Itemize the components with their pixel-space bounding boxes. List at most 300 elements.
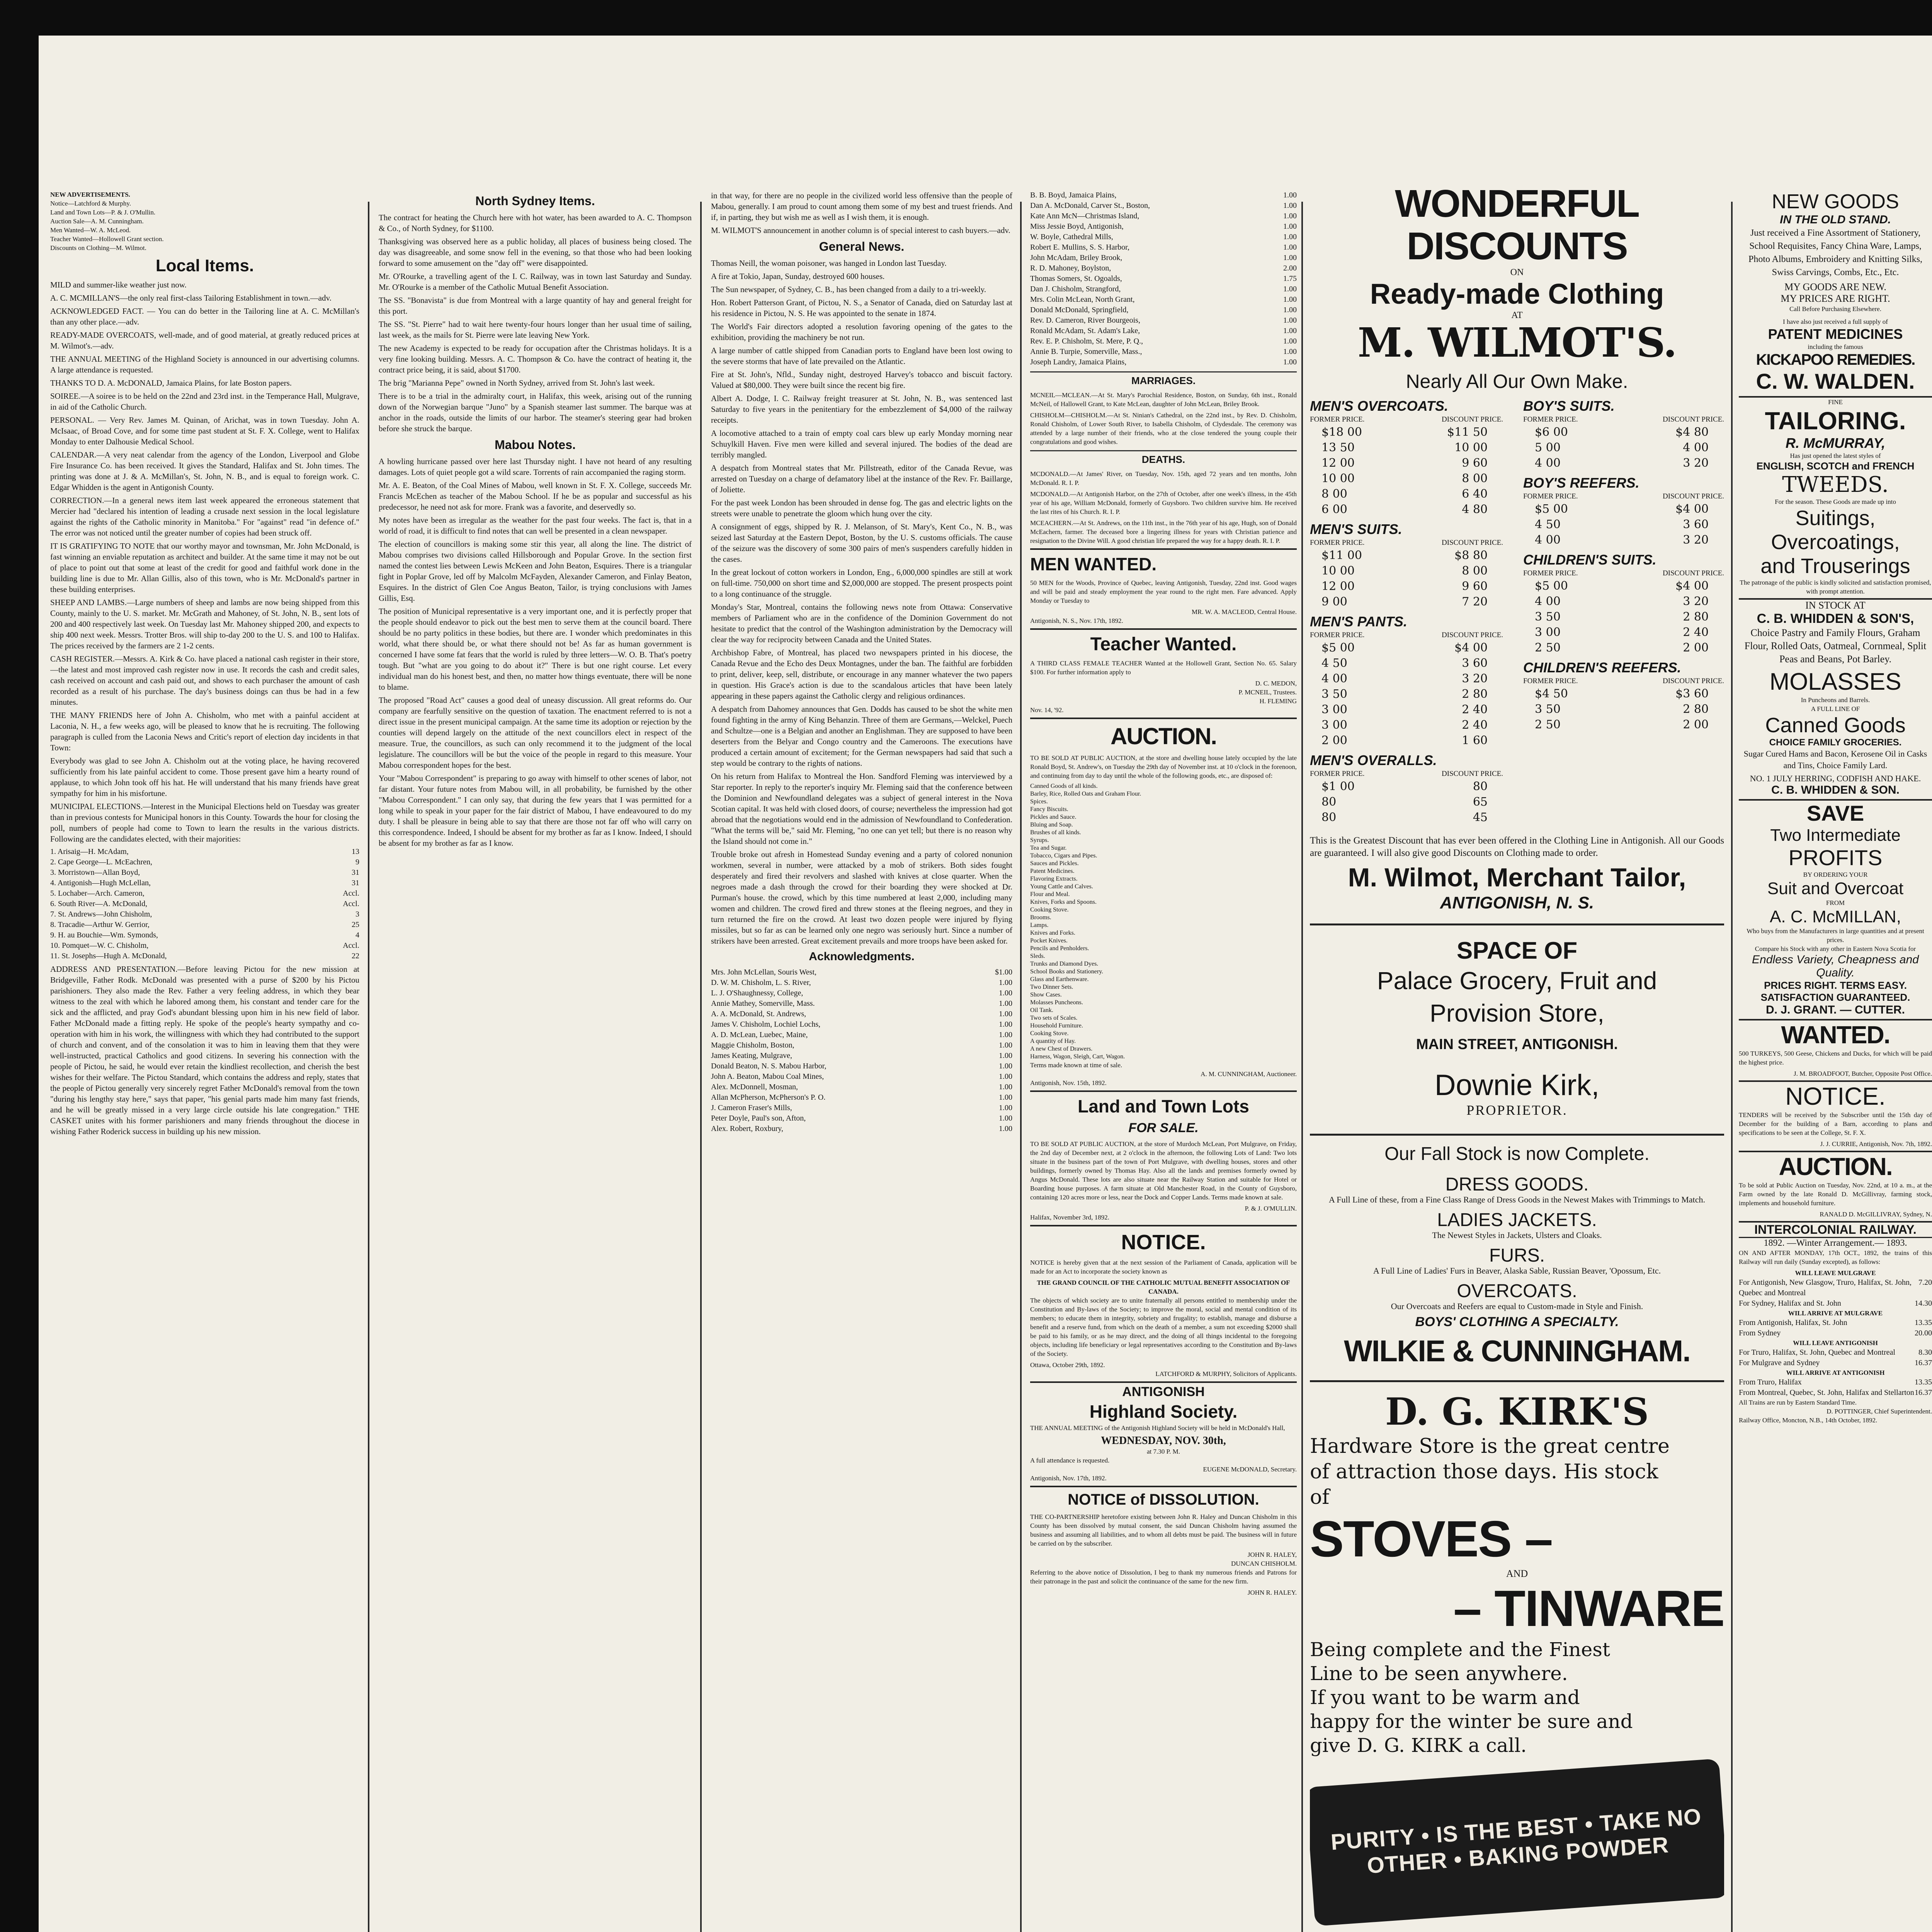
news-item: A despatch from Montreal states that Mr. Pillstreath, editor of the Canada Revue, was arrested on Tuesday on a charge of defamatory libel at the instance of the Rev. Fr. Baillarge, of Joliette.: [711, 463, 1012, 494]
price-row: 4 00 3 20: [1535, 533, 1709, 547]
price-table-header: FORMER PRICE. DISCOUNT PRICE.: [1523, 492, 1724, 500]
two-intermediate: Two Intermediate: [1770, 826, 1901, 845]
palace-grocery-ad: [1310, 923, 1724, 1118]
price-table-title: MEN'S PANTS.: [1310, 614, 1407, 629]
endless: Endless Variety, Cheapness and Quality.: [1752, 953, 1919, 979]
auction-item: A quantity of Hay.: [1030, 1038, 1076, 1044]
result-row: 1. Arisaig—H. McAdam, 13: [50, 847, 359, 856]
news-item: Trouble broke out afresh in Homestead Sunday evening and a party of colored nonunion workmen, several in number, were attacked by a mob of strikers. Both sides fought desperately and fired their revolvers and slashed with knives at close quarter. When the negroes made a dash through the crowd for their boarding they were shocked at Dr. Purman's house. the crowd, which by this time numbered at least 2,000, including many women and children. The crowd fired and threw stones at the fleeing negroes, and they in turn returned the fire on the crowd. At least two dozen people were injured by flying missiles, but so far as can be learned only one negro was seriously hurt. Since a number of strikers have been arrested. Great excitement prevails and more troops have been asked for.: [711, 850, 1012, 946]
fine: FINE: [1828, 398, 1843, 406]
banner-text: PURITY • IS THE BEST • TAKE NO OTHER • BAKING POWDER: [1330, 1804, 1702, 1879]
auction-item: Knives, Forks and Spoons.: [1030, 899, 1097, 905]
price-table: [1523, 398, 1724, 471]
auction-item: Trunks and Diamond Dyes.: [1030, 961, 1099, 967]
mabou-item: A howling hurricane passed over here last Thursday night. I have not heard of any resulting damages. Lots of quiet people got a wild scare. Torrents of rain accompanied the raging storm.: [379, 457, 692, 477]
price-row: 10 00 8 00: [1321, 472, 1488, 485]
jackets-text: The Newest Styles in Jackets, Ulsters and Cloaks.: [1432, 1230, 1602, 1240]
price-table: [1310, 614, 1503, 748]
price-table-header: FORMER PRICE. DISCOUNT PRICE.: [1310, 631, 1503, 639]
auction-item: Pickles and Sauce.: [1030, 814, 1077, 820]
new-goods: NEW GOODS: [1772, 190, 1899, 213]
ack-row: R. D. Mahoney, Boylston, 2.00: [1030, 264, 1297, 272]
teacher-sign: D. C. MEDON,: [1255, 680, 1297, 687]
column-1: [50, 190, 359, 1932]
furs: FURS.: [1489, 1245, 1545, 1266]
price-row: 10 00 8 00: [1321, 564, 1488, 578]
whidden-name: C. B. WHIDDEN & SON'S,: [1757, 611, 1914, 626]
ack-row: Dan J. Chisholm, Strangford, 1.00: [1030, 285, 1297, 293]
auction-item: Canned Goods of all kinds.: [1030, 783, 1098, 789]
dissolution-note: Referring to the above notice of Dissolution, I beg to thank my numerous friends and Patrons for their patronage in the past and solicit the continuance of the same for the new firm.: [1030, 1569, 1297, 1585]
auction-ad: [1030, 718, 1297, 1087]
tweeds: TWEEDS.: [1782, 472, 1889, 497]
price-table: [1310, 398, 1503, 517]
icr-intro: ON AND AFTER MONDAY, 17th OCT., 1892, the trains of this Railway will run daily (Sunday excepted), as follows:: [1739, 1249, 1932, 1265]
wilmot-men-column: [1310, 398, 1503, 829]
price-table-title: CHILDREN'S SUITS.: [1523, 552, 1656, 568]
suitings: Suitings,: [1795, 507, 1876, 530]
price-row: $5 00 $4 00: [1535, 502, 1709, 516]
auction-item: Spices.: [1030, 798, 1048, 805]
highland-society-ad: [1030, 1381, 1297, 1483]
stoves: STOVES –: [1310, 1510, 1553, 1567]
price-row: 3 50 2 80: [1321, 687, 1488, 701]
news-item: Fire at St. John's, Nfld., Sunday night, destroyed Harvey's tobacco and biscuit factory. Valued at $80,000. They were built since the recent big fire.: [711, 370, 1012, 390]
price-row: 2 50 2 00: [1535, 641, 1709, 655]
auction-item: Cooking Stove.: [1030, 906, 1069, 913]
price-table-header: FORMER PRICE. DISCOUNT PRICE.: [1310, 770, 1503, 778]
price-row: $4 50 $3 60: [1535, 687, 1709, 701]
baking-powder-banner: [1310, 1759, 1724, 1926]
auction-item: Barley, Rice, Rolled Oats and Graham Flour.: [1030, 791, 1141, 797]
auction-sign: RANALD D. McGILLIVRAY, Sydney, N.: [1820, 1211, 1932, 1218]
dissolution-body: THE CO-PARTNERSHIP heretofore existing between John R. Haley and Duncan Chisholm in this County has been dissolved by mutual consent, the said Duncan Chisholm having assumed the business and assuming all liabilities, and to whom all debts must be paid. The business will in future be carried on by the subscriber.: [1030, 1513, 1297, 1547]
general-news-title: General News.: [819, 240, 905, 253]
ack-row: Joseph Landry, Jamaica Plains, 1.00: [1030, 358, 1297, 366]
death-item: MCDONALD.—At James' River, on Tuesday, Nov. 15th, aged 72 years and ten months, John McDonald. R. I. P.: [1030, 470, 1297, 486]
ladies-jackets: LADIES JACKETS.: [1437, 1210, 1597, 1230]
wanted-sign: J. M. BROADFOOT, Butcher, Opposite Post Office.: [1793, 1070, 1932, 1077]
news-item: The World's Fair directors adopted a resolution favoring opening of the gates to the exhibition, providing the machinery be not run.: [711, 322, 1012, 342]
men-tables: [1310, 398, 1503, 825]
price-row: 4 00 3 20: [1535, 595, 1709, 608]
price-row: 2 00 1 60: [1321, 734, 1488, 747]
auction-item: Lamps.: [1030, 922, 1049, 929]
goods-new: MY GOODS ARE NEW.: [1784, 281, 1886, 293]
dg-kirk-body: Being complete and the Finest: [1310, 1638, 1611, 1661]
fall-stock-ad: [1310, 1134, 1724, 1369]
ack-row: Annie Mathey, Somerville, Mass. 1.00: [711, 999, 1012, 1008]
auction-item: Tobacco, Cigars and Pipes.: [1030, 852, 1097, 859]
price-table-title: MEN'S OVERCOATS.: [1310, 398, 1448, 414]
including: including the famous: [1808, 343, 1863, 350]
train-row: For Sydney, Halifax and St. John 14.30: [1739, 1299, 1932, 1308]
palace-space: SPACE OF: [1456, 937, 1578, 964]
price-row: $11 00 $8 80: [1321, 549, 1488, 562]
icr-sign: D. POTTINGER, Chief Superintendent.: [1827, 1408, 1932, 1415]
ack-row: B. B. Boyd, Jamaica Plains, 1.00: [1030, 191, 1297, 199]
satisfaction: SATISFACTION GUARANTEED.: [1760, 992, 1910, 1003]
farm-auction-ad: [1739, 1151, 1932, 1219]
north-sydney-item: The contract for heating the Church here with hot water, has been awarded to A. C. Thompson & Co., of North Sydney, for $1100.: [379, 213, 692, 233]
column-rule: [368, 202, 369, 1932]
trouserings: and Trouserings: [1760, 554, 1910, 578]
dg-kirk-line: of attraction those days. His stock: [1310, 1460, 1658, 1483]
local-item: READY-MADE OVERCOATS, well-made, and of good material, at greatly reduced prices at M. Wilmot's.—adv.: [50, 330, 359, 350]
overcoatings: Overcoatings,: [1771, 531, 1900, 554]
land-lots-sign: P. & J. O'MULLIN.: [1245, 1205, 1297, 1212]
column-rule: [1731, 202, 1733, 1932]
local-item: IT IS GRATIFYING TO NOTE that our worthy mayor and townsman, Mr. John McDonald, is fast winning an enviable reputation as architect and builder. At the same time it may not be out of place to point out that some at least of the credit for good and faithful work done in the building line is due to Mr. Allan Gillis, also of this town, who is Mr. McDonald's partner in these building enterprises.: [50, 541, 359, 594]
price-table-title: BOY'S SUITS.: [1523, 398, 1615, 414]
and: AND: [1506, 1568, 1528, 1579]
auction-item: Knives and Forks.: [1030, 930, 1075, 936]
marriage-item: MCNEIL—MCLEAN.—At St. Mary's Parochial Residence, Boston, on Sunday, 6th inst., Ronald McNeil, of Hallowell Grant, to Kate McLean, daughter of John McLean, Briley Brook.: [1030, 391, 1297, 408]
whidden-sign: C. B. WHIDDEN & SON.: [1771, 784, 1900, 796]
palace-street: MAIN STREET, ANTIGONISH.: [1416, 1036, 1618, 1053]
price-row: 4 00 3 20: [1535, 456, 1709, 470]
notice-sign: LATCHFORD & MURPHY, Solicitors of Applicants.: [1155, 1370, 1297, 1378]
notice-objects: The objects of which society are to unite fraternally all persons entitled to membership under the Constitution and By-laws of the Society; to improve the moral, social and mental condition of its members; to educate them in integrity, sobriety and frugality; to establish, manage and disburse a benefit and a reserve fund, from which on the death of a member, a sum not exceeding $2000 shall be paid to his family, or as he may direct, and the doing of all things incidental to the foregoing objects, including life beneficiary or legal representatives according to the Constitution and By-laws of the Society.: [1030, 1297, 1297, 1357]
local-item: CASH REGISTER.—Messrs. A. Kirk & Co. have placed a national cash register in their store,—the latest and most improved cash register now in use. It records the cash and credit sales, cash received on account and cash paid out, and shows to each purchaser the amount of cash recorded as a result of his purchase. The day's business doings can thus be had in a few minutes.: [50, 654, 359, 707]
cutter: D. J. GRANT. — CUTTER.: [1765, 1003, 1905, 1016]
ack-row: James Keating, Mulgrave, 1.00: [711, 1051, 1012, 1060]
price-row: 3 00 2 40: [1321, 703, 1488, 716]
new-ad-item: Auction Sale—A. M. Cunningham.: [50, 218, 144, 225]
price-row: 4 50 3 60: [1535, 518, 1709, 531]
notice-sign: J. J. CURRIE, Antigonish, Nov. 7th, 1892.: [1820, 1140, 1932, 1148]
from: FROM: [1826, 899, 1845, 906]
local-item: SHEEP AND LAMBS.—Large numbers of sheep and lambs are now being shipped from this County, mainly to the U. S. market. Mr. McGrath and Mahoney, of St. John, N. B., sent lots of 200 and 400 respectively last week. On Tuesday last Mr. Mahoney shipped 200, and expects to ship 400 next week. Messrs. Trotter Bros. will ship to-day 200 to the U. S. and 100 to Halifax. The prices received by the farmers are 2 1-2 cents.: [50, 598, 359, 650]
price-table-header: FORMER PRICE. DISCOUNT PRICE.: [1523, 677, 1724, 685]
result-row: 2. Cape George—L. McEachren, 9: [50, 858, 359, 866]
price-table-title: MEN'S SUITS.: [1310, 521, 1402, 537]
ack-row: Kate Ann McN—Christmas Island, 1.00: [1030, 212, 1297, 220]
new-ad-item: Notice—Latchford & Murphy.: [50, 200, 131, 207]
local-item: SOIREE.—A soiree is to be held on the 22nd and 23rd inst. in the Temperance Hall, Mulgrave, in aid of the Catholic Church.: [50, 391, 359, 412]
teacher-wanted-ad: [1030, 628, 1297, 714]
ack-row: D. W. M. Chisholm, L. S. River, 1.00: [711, 978, 1012, 987]
wilmot-price-tables: [1310, 398, 1724, 829]
marriage-item: CHISHOLM—CHISHOLM.—At St. Ninian's Cathedral, on the 22nd inst., by Rev. D. Chisholm, Ronald Chisholm, of Lower South River, to Isabella Chisholm, of Clydesdale. The ceremony was attended by a large number of their friends, who at the close tendered the young couple their congratulations and good wishes.: [1030, 412, 1297, 446]
auction-item: Syrups.: [1030, 837, 1049, 844]
news-item: For the past week London has been shrouded in dense fog. The gas and electric lights on the streets were unable to penetrate the gloom which hung over the city.: [711, 498, 1012, 518]
price-row: 3 00 2 40: [1321, 718, 1488, 732]
sugar-items: Sugar Cured Hams and Bacon, Kerosene Oil in Casks and Tins, Choice Family Lard.: [1743, 749, 1927, 770]
ack-row: Allan McPherson, McPherson's P. O. 1.00: [711, 1093, 1012, 1102]
notice-body: NOTICE is hereby given that at the next session of the Parliament of Canada, application will be made for an Act to incorporate the society known as: [1030, 1259, 1297, 1275]
local-item: MILD and summer-like weather just now.: [50, 280, 187, 289]
ack-row: Maggie Chisholm, Boston, 1.00: [711, 1041, 1012, 1049]
auction-item: A new Chest of Drawers.: [1030, 1046, 1093, 1052]
notice-date: Ottawa, October 29th, 1892.: [1030, 1361, 1105, 1369]
auction-item: Sauces and Pickles.: [1030, 860, 1079, 867]
overcoats: OVERCOATS.: [1457, 1281, 1577, 1301]
death-item: MCDONALD.—At Antigonish Harbor, on the 27th of October, after one week's illness, in the 45th year of his age, William McDonald, formerly of Guysboro. Two children survive him. He received the last rites of his Church. R. I. P.: [1030, 490, 1297, 515]
ack-row: Rev. E. P. Chisholm, St. Mere, P. Q., 1.00: [1030, 337, 1297, 345]
ack-row: Thomas Somers, St. Ogoalds, 1.75: [1030, 274, 1297, 283]
mabou-item: Mr. A. E. Beaton, of the Coal Mines of Mabou, well known in St. F. X. College, succeeds Mr. Francis McEchen as teacher of the Mabou School. If he be as popular and successful as his predecessor, he need not ask for more. Frank was a favorite, and deservedly so.: [379, 481, 692, 512]
price-table-title: MEN'S OVERALLS.: [1310, 752, 1437, 768]
auction-item: School Books and Stationery.: [1030, 968, 1104, 975]
train-row: For Antigonish, New Glasgow, Truro, Halifax, St. John, Quebec and Montreal 7.20: [1739, 1278, 1932, 1297]
news-item: Monday's Star, Montreal, contains the following news note from Ottawa: Conservative members of Parliament who are in the confidence of the Dominion Government do not hesitate to predict that the control of the Washington administration by the Democracy will clear the way for reciprocity between Canada and the United States.: [711, 602, 1012, 644]
kickapoo: KICKAPOO REMEDIES.: [1756, 351, 1915, 368]
news-item: The Sun newspaper, of Sydney, C. B., has been changed from a daily to a tri-weekly.: [711, 285, 986, 294]
price-row: 3 50 2 80: [1535, 610, 1709, 624]
price-row: 13 50 10 00: [1321, 441, 1488, 454]
train-row: From Sydney 20.00: [1739, 1329, 1932, 1337]
men-wanted-place: Antigonish, N. S., Nov. 17th, 1892.: [1030, 617, 1123, 624]
column-5: [1310, 182, 1724, 1932]
column-2: [379, 190, 692, 1932]
auction-title: AUCTION.: [1111, 723, 1216, 749]
mabou-item: The position of Municipal representative is a very important one, and it is perfectly proper that the people should endeavor to pick out the best men to serve them at the council board. There should be no party politics in these bodies, but there are. I wonder which predominates in this world, what there should be, or what there should not be! As far as human government is concerned I have some fat fears that the world is ruled by three letters—W. O. B. That's poetry tough. But "what are you going to do about it?" There is but one right course. Let every individual man do his honest best, and then, no matter how things eventuate, there will be none to blame.: [379, 607, 692, 692]
price-table-header: FORMER PRICE. DISCOUNT PRICE.: [1523, 415, 1724, 423]
wilmot-name: M. WILMOT'S.: [1357, 319, 1677, 366]
wilmot-merchant: M. Wilmot, Merchant Tailor,: [1348, 863, 1686, 892]
train-row: From Montreal, Quebec, St. John, Halifax and Stellarton 16.37: [1739, 1388, 1932, 1397]
price-table-title: CHILDREN'S REEFERS.: [1523, 660, 1681, 675]
highland-date-line: WEDNESDAY, NOV. 30th,: [1101, 1435, 1226, 1447]
ack-row: Alex. Robert, Roxbury, 1.00: [711, 1124, 1012, 1133]
icr-title: INTERCOLONIAL RAILWAY.: [1739, 1223, 1932, 1238]
news-item: Hon. Robert Patterson Grant, of Pictou, N. S., a Senator of Canada, died on Saturday last at his residence in Pictou, N. S. He was appointed to the senate in 1874.: [711, 298, 1012, 318]
news-item: Thomas Neill, the woman poisoner, was hanged in London last Tuesday.: [711, 259, 947, 268]
old-stand: IN THE OLD STAND.: [1780, 213, 1891, 226]
price-row: 3 00 2 40: [1535, 626, 1709, 639]
tinware: – TINWARE: [1453, 1580, 1724, 1637]
ack-row: L. J. O'Shaughnessy, College, 1.00: [711, 989, 1012, 997]
news-item: Albert A. Dodge, I. C. Railway freight treasurer at St. John, N. B., was sentenced last Saturday to five years in the penitentiary for the embezzlement of $4,000 of the railway receipts.: [711, 394, 1012, 425]
ack-row: Dan A. McDonald, Carver St., Boston, 1.00: [1030, 201, 1297, 210]
new-ad-item: Teacher Wanted—Hollowell Grant section.: [50, 235, 164, 243]
save: SAVE: [1806, 801, 1864, 825]
price-row: $6 00 $4 80: [1535, 425, 1709, 439]
ack-row: A. D. McLean, Luebec, Maine, 1.00: [711, 1031, 1012, 1039]
north-sydney-item: The SS. "Bonavista" is due from Montreal with a large quantity of hay and general freight for this port.: [379, 296, 692, 316]
fall-headline: Our Fall Stock is now Complete.: [1384, 1144, 1650, 1164]
notice-ad: [1030, 1225, 1297, 1378]
ack-row: Peter Doyle, Paul's son, Afton, 1.00: [711, 1114, 1012, 1122]
auction-item: Molasses Puncheons.: [1030, 999, 1083, 1006]
deaths-title: DEATHS.: [1030, 450, 1297, 466]
prices-terms: PRICES RIGHT. TERMS EASY.: [1764, 980, 1907, 991]
price-row: 9 00 7 20: [1321, 595, 1488, 609]
land-lots-title: Land and Town Lots: [1078, 1096, 1249, 1116]
news-item: Archbishop Fabre, of Montreal, has placed two newspapers printed in his diocese, the Canada Revue and the Echo des Deux Montagnes, under the ban. The faithful are forbidden to print, deliver, keep, sell, distribute, or encourage in any manner whatever the two papers in question. His Grace's action is due to the scandalous articles that have been lately appearing in these papers against the Catholic clergy and religious ordinances.: [711, 648, 1012, 701]
arrive-mulgrave: WILL ARRIVE AT MULGRAVE: [1788, 1310, 1883, 1317]
auction-items: [1030, 782, 1297, 1061]
price-row: 80 45: [1321, 811, 1488, 824]
suit-overcoat: Suit and Overcoat: [1767, 879, 1904, 898]
wanted-title: WANTED.: [1781, 1021, 1890, 1049]
news-item: A despatch from Dahomey announces that Gen. Dodds has caused to be shot the white men found fighting in the army of King Behanzin. Three of them are Germans,—Welckel, Puech and Schultze—one is a Belgian and another an Englishman. They are supposed to have been deserters from the Belyar and Congo country and the Cameroons. The executions have produced a certain amount of excitement; for the German newspapers had said that such a step would be contrary to the rights of nations.: [711, 704, 1012, 768]
auction-item: Brushes of all kinds.: [1030, 829, 1081, 836]
leave-mulgrave: WILL LEAVE MULGRAVE: [1795, 1269, 1876, 1277]
arrive-antigonish: WILL ARRIVE AT ANTIGONISH: [1786, 1369, 1885, 1376]
highland-subtitle: Highland Society.: [1089, 1401, 1238, 1422]
auction-item: Pocket Knives.: [1030, 937, 1068, 944]
auction-item: Two sets of Scales.: [1030, 1015, 1078, 1021]
english-scotch: ENGLISH, SCOTCH and FRENCH: [1756, 460, 1915, 472]
price-table-header: FORMER PRICE. DISCOUNT PRICE.: [1523, 569, 1724, 577]
local-item: Everybody was glad to see John A. Chisholm out at the voting place, he having recovered sufficiently from his late painful accident to come. Those present gave him a hearty round of applause, to which John took off his hat. He will understand that his many friends have great sympathy for him in his misfortune.: [50, 756, 359, 798]
election-results: [50, 847, 359, 961]
local-item: CALENDAR.—A very neat calendar from the agency of the London, Liverpool and Globe Fire Insurance Co. has been received. It gives the Standard, Halifax and St. John times. The printing was done at J. & A. McMillan's, St. John, N. B., and is equal to foreign work. C. Edgar Whidden is the agent in Antigonish County.: [50, 450, 359, 492]
auction-item: Harness, Wagon, Sleigh, Cart, Wagon.: [1030, 1053, 1125, 1060]
local-item: THANKS TO D. A. McDONALD, Jamaica Plains, for late Boston papers.: [50, 378, 292, 388]
boys-specialty: BOYS' CLOTHING A SPECIALTY.: [1415, 1315, 1619, 1329]
ack-row: Alex. McDonnell, Mosman, 1.00: [711, 1083, 1012, 1091]
column-4: [1030, 190, 1297, 1932]
men-wanted-title: MEN WANTED.: [1030, 554, 1157, 574]
profits: PROFITS: [1788, 845, 1883, 870]
notice-text: TENDERS will be received by the Subscriber until the 15th day of December for the building of a Barn, according to plans and specifications to be seen at the College, St. F. X.: [1739, 1111, 1932, 1136]
news-item: A fire at Tokio, Japan, Sunday, destroyed 600 houses.: [711, 272, 885, 281]
north-sydney-item: The SS. "St. Pierre" had to wait here twenty-four hours longer than her usual time of sailing, last week, as the mails for St. Pierre were late leaving New York.: [379, 320, 692, 340]
teacher-wanted-title: Teacher Wanted.: [1090, 634, 1237, 655]
local-item: THE ANNUAL MEETING of the Highland Society is announced in our advertising columns. A large attendance is requested.: [50, 354, 359, 374]
for-season: For the season. These Goods are made up into: [1775, 498, 1896, 505]
price-row: 12 00 9 60: [1321, 580, 1488, 593]
dg-kirk-body: If you want to be warm and: [1310, 1686, 1580, 1709]
price-row: 12 00 9 60: [1321, 456, 1488, 470]
price-table: [1523, 475, 1724, 548]
result-row: 6. South River—A. McDonald, Accl.: [50, 900, 359, 908]
local-item: CORRECTION.—In a general news item last week appeared the erroneous statement that Mercier had "declared his intention of leading a crusade next session in the local legislature against the rights of the Catholic minority in Manitoba." For "against" read "in defence of." The error was not noticed until the greater number of copies had been struck off.: [50, 496, 359, 537]
patent-medicines: PATENT MEDICINES: [1768, 326, 1903, 342]
dissolution-title: NOTICE of DISSOLUTION.: [1068, 1491, 1259, 1508]
auction-item: Tea and Sugar.: [1030, 845, 1067, 851]
mcmillan-name: A. C. McMILLAN,: [1770, 907, 1901, 926]
tailoring: TAILORING.: [1765, 407, 1906, 435]
ack-row: Donald Beaton, N. S. Mabou Harbor, 1.00: [711, 1062, 1012, 1070]
auction-terms: Terms made known at time of sale.: [1030, 1061, 1122, 1069]
mabou-title: Mabou Notes.: [495, 438, 576, 452]
land-lots-subtitle: FOR SALE.: [1128, 1121, 1199, 1135]
price-table: [1310, 521, 1503, 610]
icr-note: All Trains are run by Eastern Standard Time.: [1739, 1399, 1857, 1406]
wilmot-town: ANTIGONISH, N. S.: [1440, 893, 1594, 912]
latest: Has just opened the latest styles of: [1790, 452, 1881, 459]
local-item: MUNICIPAL ELECTIONS.—Interest in the Municipal Elections held on Tuesday was greater than in previous contests for Municipal honors in this County. Towards the hour for closing the poll, numbers of people had come to Town to learn the results in the various districts. Following are the candidates elected, with their majorities:: [50, 802, 359, 844]
dg-kirk-body: give D. G. KIRK a call.: [1310, 1734, 1527, 1757]
north-sydney-item: The new Academy is expected to be ready for occupation after the Christmas holidays. It is a very fine looking building. Messrs. A. C. Thompson & Co. have the contract of heating it, the contract price being, it is said, about $1700.: [379, 344, 692, 374]
dress-text: A Full Line of these, from a Fine Class Range of Dress Goods in the Newest Makes with Trimmings to Match.: [1328, 1195, 1706, 1204]
ack-row: A. A. McDonald, St. Andrews, 1.00: [711, 1010, 1012, 1018]
column-rule: [1301, 202, 1303, 1932]
men-wanted-ad: [1030, 548, 1297, 625]
ack-row: W. Boyle, Cathedral Mills, 1.00: [1030, 233, 1297, 241]
murray: R. McMURRAY,: [1785, 435, 1886, 451]
result-row: 4. Antigonish—Hugh McLellan, 31: [50, 879, 359, 887]
teacher-sign: P. MCNEIL, Trustees.: [1238, 689, 1297, 696]
land-lots-body: TO BE SOLD AT PUBLIC AUCTION, at the store of Murdoch McLean, Port Mulgrave, on Friday, the 2nd day of December next, at 2 o'clock in the afternoon, the following Lots of Land: Two lots situate in the business part of the town of Port Mulgrave, with dwelling houses, stores and other buildings, formerly owned by Thomas Hay. Also all the lands and premises formerly owned by Angus McDonald. These lots are also situate near the Railway Station and suitable for Hotel or Boarding house purposes. A farm situate at Old Manchester Road, in the County of Guysboro, containing 120 acres more or less, near the Dock and Copper Lands. Terms made known at sale.: [1030, 1140, 1297, 1201]
ack-row: Miss Jessie Boyd, Antigonish, 1.00: [1030, 222, 1297, 231]
mcmillan-ad: [1739, 799, 1932, 1017]
tailoring-ad: [1739, 396, 1932, 596]
local-item: PERSONAL. — Very Rev. James M. Quinan, of Arichat, was in town Tuesday. John A. McIsaac, of Broad Cove, and for some time past student at St. F. X. College, went to Halifax Monday to enter Dalhousie Medical School.: [50, 415, 359, 446]
auction-item: Flavoring Extracts.: [1030, 876, 1078, 882]
dress-goods: DRESS GOODS.: [1445, 1174, 1589, 1195]
auction-item: Flour and Meal.: [1030, 891, 1070, 898]
dg-kirk-name: D. G. KIRK'S: [1385, 1390, 1649, 1434]
prices-right: MY PRICES ARE RIGHT.: [1781, 293, 1890, 304]
land-lots-ad: [1030, 1090, 1297, 1222]
train-row: From Antigonish, Halifax, St. John 13.35: [1739, 1318, 1932, 1327]
price-table-title: BOY'S REEFERS.: [1523, 475, 1639, 491]
column-rule: [1020, 202, 1022, 1932]
auction-item: Young Cattle and Calves.: [1030, 883, 1093, 890]
canned-goods: Canned Goods: [1765, 714, 1906, 737]
by-ordering: BY ORDERING YOUR: [1803, 871, 1868, 878]
price-row: 3 50 2 80: [1535, 702, 1709, 716]
ack-row: Donald McDonald, Springfield, 1.00: [1030, 306, 1297, 314]
auction-item: Bluing and Soap.: [1030, 821, 1073, 828]
new-ad-item: Land and Town Lots—P. & J. O'Mullin.: [50, 209, 156, 216]
column-6: [1739, 190, 1932, 1932]
wilmot-headline: WONDERFUL DISCOUNTS: [1395, 182, 1639, 268]
auction-item: Show Cases.: [1030, 992, 1062, 998]
boys-tables: [1523, 398, 1724, 733]
new-goods-items: Just received a Fine Assortment of Stationery, School Requisites, Fancy China Ware, Lamps, Photo Albums, Embroidery and Knitting Silks, Swiss Carvings, Combs, Etc., Etc.: [1748, 228, 1922, 277]
notice-title: NOTICE.: [1121, 1231, 1206, 1254]
wilmot-line2: Ready-made Clothing: [1370, 278, 1664, 310]
auction-item: Fancy Biscuits.: [1030, 806, 1068, 813]
highland-date: Antigonish, Nov. 17th, 1892.: [1030, 1475, 1107, 1482]
mabou-item: The election of councillors is making some stir this year, all along the line. The district of Mabou comprises two divisions called Hillsborough and Popular Grove. In the section first named the contest lies between Lewis McKeen and John Beaton, Esquires. There is a triangular fight in Poplar Grove, led off by Malcolm McFayden, Alexander Cameron, and Finlay Beaton, Esquires. In the district of Glen Coe Angus Beaton, Tailor, is trying conclusions with James Gillis, Esq.: [379, 539, 692, 603]
dissolution-ad: [1030, 1486, 1297, 1597]
local-items-title: Local Items.: [155, 256, 254, 275]
dg-kirk-body: happy for the winter be sure and: [1310, 1710, 1633, 1733]
dissolution-sign: JOHN R. HALEY.: [1247, 1589, 1297, 1596]
ack-row: Ronald McAdam, St. Adam's Lake, 1.00: [1030, 327, 1297, 335]
wilmot-notice: M. WILMOT'S announcement in another column is of special interest to cash buyers.—adv.: [711, 226, 1010, 235]
new-advertisements-title: NEW ADVERTISEMENTS.: [50, 191, 130, 198]
turkeys-wanted-ad: [1739, 1019, 1932, 1078]
ack-row: Mrs. Colin McLean, North Grant, 1.00: [1030, 295, 1297, 304]
highland-time: at 7.30 P. M.: [1147, 1448, 1180, 1455]
palace-line1: Palace Grocery, Fruit and: [1377, 967, 1657, 995]
auction-item: Household Furniture.: [1030, 1022, 1083, 1029]
price-row: 5 00 4 00: [1535, 441, 1709, 454]
whidden-ad: [1739, 598, 1932, 797]
teacher-date: Nov. 14, '92.: [1030, 706, 1064, 714]
news-item: A locomotive attached to a train of empty coal cars blew up early Monday morning near Schuylkill Haven. Five men were killed and several injured. The bodies of the dead are terribly mangled.: [711, 429, 1012, 459]
call-before: Call Before Purchasing Elsewhere.: [1789, 305, 1881, 313]
dg-kirk-line: Hardware Store is the great centre: [1310, 1435, 1670, 1458]
train-row: For Mulgrave and Sydney 16.37: [1739, 1359, 1932, 1367]
palace-role: PROPRIETOR.: [1466, 1102, 1568, 1118]
north-sydney-item: There is to be a trial in the admiralty court, in Halifax, this week, arising out of the running down of the Norwegian barque "Juno" by a Spanish steamer last summer. The barque was at anchor in the roads, outside the limits of our harbor. The steamer's steering gear had broken before she struck the barque.: [379, 391, 692, 433]
price-row: 4 50 3 60: [1321, 656, 1488, 670]
price-row: 8 00 6 40: [1321, 487, 1488, 501]
dg-kirk-body: Line to be seen anywhere.: [1310, 1662, 1568, 1685]
wilmot-on: ON: [1510, 267, 1524, 277]
auction-item: Sleds.: [1030, 953, 1045, 959]
price-row: $18 00 $11 50: [1321, 425, 1488, 439]
highland-note: A full attendance is requested.: [1030, 1457, 1110, 1464]
icr-date: Railway Office, Moncton, N.B., 14th October, 1892.: [1739, 1417, 1878, 1424]
railway-ad: [1739, 1221, 1932, 1425]
death-item: MCEACHERN.—At St. Andrews, on the 11th inst., in the 76th year of his age, Hugh, son of Donald McEachern, farmer. The deceased bore a lingering illness for years with Christian patience and resignation to the Divine Will. A good christian life prepared the way for a happy death. R. I. P.: [1030, 519, 1297, 544]
palace-name: Downie Kirk,: [1434, 1069, 1600, 1102]
overcoats-text: Our Overcoats and Reefers are equal to Custom-made in Style and Finish.: [1391, 1301, 1643, 1311]
ack-row: Rev. D. Cameron, River Bourgeois, 1.00: [1030, 316, 1297, 325]
acknowledgments-title: Acknowledgments.: [809, 950, 915, 963]
result-row: 5. Lochaber—Arch. Cameron, Accl.: [50, 889, 359, 898]
